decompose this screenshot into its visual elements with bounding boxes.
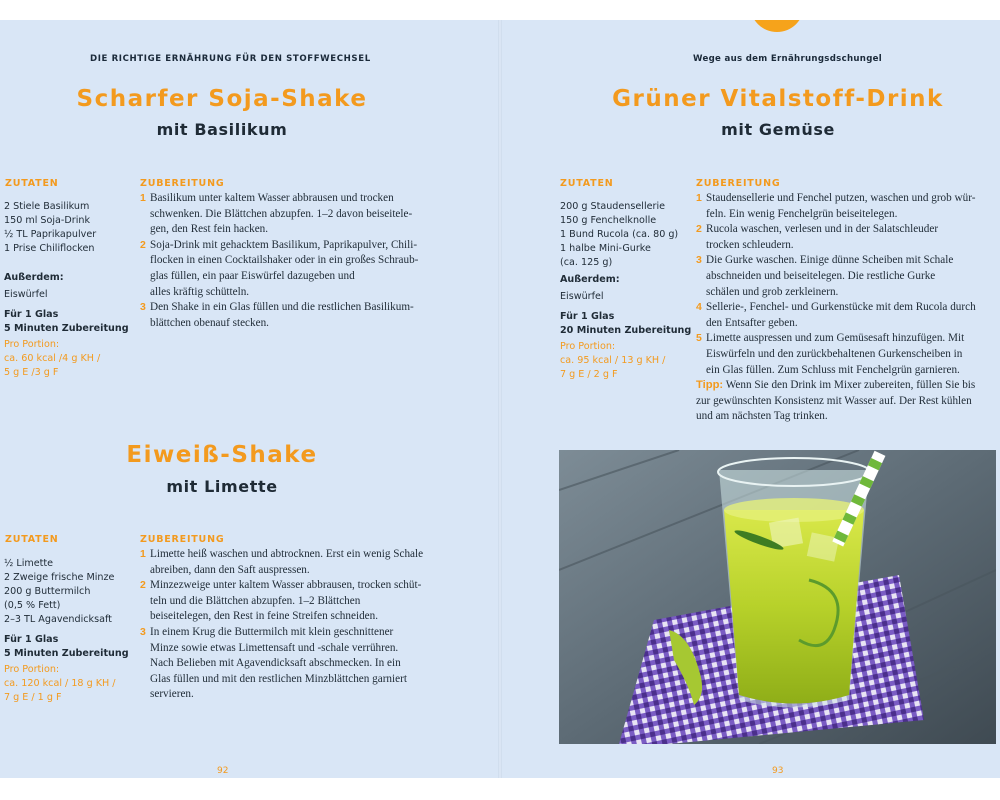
nutrition-line: ca. 60 kcal /4 g KH / [4,353,101,364]
portion-label: Pro Portion: [560,341,616,352]
ingredient-item: 200 g Buttermilch [4,586,91,597]
ingredient-item: 1 halbe Mini-Gurke [560,243,651,254]
book-gutter [498,20,502,778]
servings: Für 1 Glas [4,309,59,320]
right-page [500,20,1000,778]
ingredient-item: 2 Stiele Basilikum [4,201,90,212]
step-number: 1 [696,192,702,204]
step-line: Basilikum unter kaltem Wasser abbrausen und trocken [150,192,394,204]
nutrition-line: 7 g E / 1 g F [4,692,62,703]
step-item [696,191,996,222]
page-number: 93 [772,766,784,776]
step-list [140,191,450,331]
ingredient-item: (ca. 125 g) [560,257,613,268]
step-item [696,300,996,331]
step-line: schälen und grob zerkleinern. [706,285,839,298]
step-line: abreiben, dann den Saft auspressen. [150,563,310,576]
left-page [0,20,500,778]
portion-label: Pro Portion: [4,664,60,675]
ingredient-item: 1 Bund Rucola (ca. 80 g) [560,229,679,240]
zubereitung-label: ZUBEREITUNG [140,534,225,545]
step-line: teln und die Blättchen abzupfen. 1–2 Blättchen [150,594,361,607]
recipe-subtitle: mit Gemüse [721,120,835,139]
zutaten-label: ZUTATEN [5,534,59,545]
ausserdem-item: Eiswürfel [4,289,48,300]
ingredient-item: ½ TL Paprikapulver [4,229,97,240]
prep-time: 20 Minuten Zubereitung [560,325,692,336]
portion-label: Pro Portion: [4,339,60,350]
zubereitung-label: ZUBEREITUNG [140,178,225,189]
nutrition-line: 5 g E /3 g F [4,367,59,378]
recipe-subtitle: mit Basilikum [156,120,288,139]
step-line: blättchen obenauf stecken. [150,316,269,329]
ingredient-item: 150 ml Soja-Drink [4,215,91,226]
step-number: 4 [696,301,702,314]
step-line: flocken in einen Cocktailshaker oder in ein großes Schraub- [150,254,419,267]
step-item [696,222,996,253]
step-line: Die Gurke waschen. Einige dünne Scheiben mit Schale [706,254,954,267]
step-line: Limette heiß waschen und abtrocknen. Erst ein wenig Schale [150,548,424,560]
zubereitung-label: ZUBEREITUNG [696,178,781,189]
step-line: schwenken. Die Blättchen abzupfen. 1–2 davon beiseitele- [150,207,413,220]
ausserdem-item: Eiswürfel [560,291,604,302]
step-line: trocken schleudern. [706,238,794,251]
step-line: Eiswürfeln und den zurückbehaltenen Gurkenscheiben in [706,347,963,360]
zutaten-label: ZUTATEN [5,178,59,189]
step-line: abschneiden und beiseitelegen. Die restliche Gurke [706,269,936,282]
running-head: Wege aus dem Ernährungsdschungel [693,54,883,64]
ingredient-item: (0,5 % Fett) [4,600,61,611]
step-line: feln. Ein wenig Fenchelgrün beiseitelegen. [706,207,898,220]
ingredient-list [4,557,129,705]
prep-time: 5 Minuten Zubereitung [4,648,129,659]
ingredient-item: 2–3 TL Agavendicksaft [4,614,112,625]
step-line: Minzezweige unter kaltem Wasser abbrausen, trocken schüt- [150,579,422,592]
decorative-circle [750,20,804,32]
tip-paragraph [696,378,996,425]
step-line: Sellerie-, Fenchel- und Gurkenstücke mit dem Rucola durch [706,301,976,314]
step-line: den Entsafter geben. [706,316,798,329]
step-line: In einem Krug die Buttermilch mit klein geschnittener [150,625,394,638]
step-line: glas füllen, ein paar Eiswürfel dazugeben und [150,269,355,282]
running-head: DIE RICHTIGE ERNÄHRUNG FÜR DEN STOFFWECHSEL [90,54,371,64]
step-item [140,238,450,300]
servings: Für 1 Glas [560,311,615,322]
step-item [140,547,450,578]
ausserdem-label: Außerdem: [560,274,620,285]
nutrition-line: ca. 120 kcal / 18 g KH / [4,678,116,689]
page-number: 92 [217,766,229,776]
step-line: Glas füllen und mit den restlichen Minzblättchen garniert [150,672,407,685]
ingredient-item: 200 g Staudensellerie [560,201,666,212]
step-list [140,547,450,703]
step-list [696,191,996,425]
step-number: 3 [696,254,702,267]
step-item [140,578,450,625]
tip-line: und am nächsten Tag trinken. [696,410,828,423]
step-number: 3 [140,625,146,638]
drink-photo [559,450,996,744]
step-line: Den Shake in ein Glas füllen und die restlichen Basilikum- [150,301,414,314]
recipe-subtitle: mit Limette [166,477,278,496]
ingredient-item: 2 Zweige frische Minze [4,572,115,583]
ingredient-list [560,200,691,382]
nutrition-line: ca. 95 kcal / 13 g KH / [560,355,666,366]
servings: Für 1 Glas [4,634,59,645]
step-number: 3 [140,301,146,314]
step-item [140,300,450,331]
recipe-title: Eiweiß-Shake [126,442,318,468]
step-line: beiseitelegen, den Rest in feine Streifen schneiden. [150,610,379,623]
step-number: 1 [140,548,146,560]
step-line: servieren. [150,688,194,701]
tip-line: zur gewünschten Konsistenz mit Wasser auf. Der Rest kühlen [696,394,972,407]
step-item [140,191,450,238]
step-item [140,625,450,703]
step-number: 2 [140,579,146,592]
ingredient-list [4,200,129,380]
step-line: alles kräftig schütteln. [150,285,250,298]
recipe-title: Grüner Vitalstoff-Drink [612,86,944,112]
step-line: gen, den Rest fein hacken. [150,223,269,236]
step-line: Soja-Drink mit gehacktem Basilikum, Paprikapulver, Chili- [150,238,418,251]
nutrition-line: 7 g E / 2 g F [560,369,618,380]
tip-line: Wenn Sie den Drink im Mixer zubereiten, füllen Sie bis [723,379,976,392]
step-item [696,331,996,378]
step-line: ein Glas füllen. Zum Schluss mit Fenchelgrün garnieren. [706,363,960,376]
prep-time: 5 Minuten Zubereitung [4,323,129,334]
tip-label: Tipp: [696,379,724,392]
recipe-title: Scharfer Soja-Shake [76,86,368,112]
zutaten-label: ZUTATEN [560,178,614,189]
ausserdem-label: Außerdem: [4,272,64,283]
step-number: 2 [140,238,146,251]
step-line: Rucola waschen, verlesen und in der Salatschleuder [706,223,939,236]
step-line: Staudensellerie und Fenchel putzen, waschen und grob wür- [706,192,976,204]
step-line: Nach Belieben mit Agavendicksaft abschmecken. In ein [150,657,401,670]
step-number: 1 [140,192,146,204]
ingredient-item: 150 g Fenchelknolle [560,215,657,226]
step-number: 5 [696,332,702,345]
step-item [696,253,996,300]
step-number: 2 [696,223,702,236]
step-line: Limette auspressen und zum Gemüsesaft hinzufügen. Mit [706,332,965,345]
step-line: Minze sowie etwas Limettensaft und -schale verrühren. [150,641,399,654]
ingredient-item: 1 Prise Chiliflocken [4,243,95,254]
ingredient-item: ½ Limette [4,558,54,569]
